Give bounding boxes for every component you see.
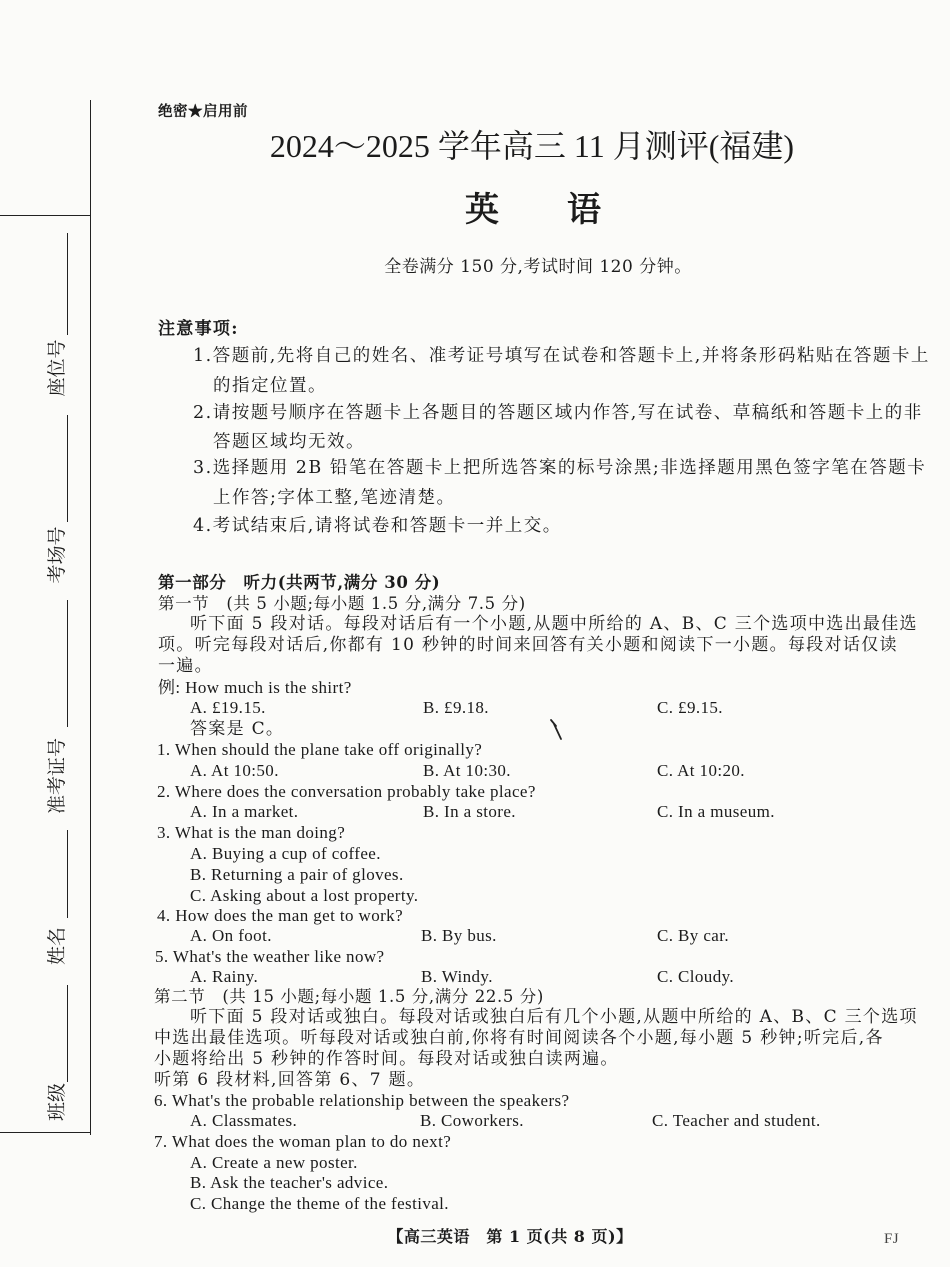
question-5: 5. What's the weather like now? <box>155 947 385 966</box>
notice-line: 答题区域均无效。 <box>213 432 365 452</box>
notice-line: 上作答;字体工整,笔迹清楚。 <box>213 488 456 508</box>
question-1-option-c: C. At 10:20. <box>657 761 745 780</box>
class-label: 班级 <box>46 1083 68 1122</box>
notice-line: 4.考试结束后,请将试卷和答题卡一并上交。 <box>193 516 562 536</box>
class-blank <box>67 985 68 1082</box>
section2-heading: 第二节 (共 15 小题;每小题 1.5 分,满分 22.5 分) <box>154 987 544 1006</box>
question-4-option-b: B. By bus. <box>421 926 497 945</box>
name-blank <box>67 830 68 918</box>
notice-line: 2.请按题号顺序在答题卡上各题目的答题区域内作答,写在试卷、草稿纸和答题卡上的非 <box>193 403 923 423</box>
exam-info: 全卷满分 150 分,考试时间 120 分钟。 <box>384 257 692 277</box>
pen-mark <box>548 718 564 742</box>
section2-instructions: 小题将给出 5 秒钟的作答时间。每段对话或独白读两遍。 <box>154 1049 619 1069</box>
question-6-option-a: A. Classmates. <box>190 1111 298 1130</box>
exam-room-label: 考场号 <box>46 526 68 584</box>
confidential-mark: 绝密★启用前 <box>158 103 248 120</box>
seat-number-label: 座位号 <box>46 339 68 397</box>
question-6: 6. What's the probable relationship between the speakers? <box>154 1091 570 1110</box>
page-footer: 【高三英语 第 1 页(共 8 页)】 <box>387 1227 633 1246</box>
question-4: 4. How does the man get to work? <box>157 906 404 925</box>
question-5-option-a: A. Rainy. <box>190 967 259 986</box>
question-6-option-c: C. Teacher and student. <box>652 1111 821 1130</box>
part-heading: 第一部分 听力(共两节,满分 30 分) <box>158 573 441 592</box>
question-7-option-a: A. Create a new poster. <box>190 1153 358 1172</box>
example-option-c: C. £9.15. <box>657 698 723 717</box>
question-1: 1. When should the plane take off originally? <box>157 740 483 759</box>
region-code: FJ <box>884 1231 899 1247</box>
question-2: 2. Where does the conversation probably take place? <box>157 782 536 801</box>
example-answer: 答案是 C。 <box>190 719 285 739</box>
notice-line: 3.选择题用 2B 铅笔在答题卡上把所选答案的标号涂黑;非选择题用黑色签字笔在答题卡 <box>193 458 927 478</box>
admission-number-blank <box>67 600 68 727</box>
section1-heading: 第一节 (共 5 小题;每小题 1.5 分,满分 7.5 分) <box>158 594 526 613</box>
question-4-option-a: A. On foot. <box>190 926 272 945</box>
question-2-option-b: B. In a store. <box>423 802 516 821</box>
question-3: 3. What is the man doing? <box>157 823 346 842</box>
example-option-b: B. £9.18. <box>423 698 489 717</box>
exam-title: 2024～2025 学年高三 11 月测评(福建) <box>269 128 795 164</box>
question-3-option-b: B. Returning a pair of gloves. <box>190 865 404 884</box>
question-7: 7. What does the woman plan to do next? <box>154 1132 452 1151</box>
example-question: 例: How much is the shirt? <box>158 678 352 697</box>
question-5-option-b: B. Windy. <box>421 967 493 986</box>
binding-margin-line <box>90 100 91 1135</box>
seat-number-blank <box>67 233 68 335</box>
material-note: 听第 6 段材料,回答第 6、7 题。 <box>154 1070 426 1090</box>
name-label: 姓名 <box>46 927 68 966</box>
section2-instructions: 中选出最佳选项。听每段对话或独白前,你将有时间阅读各个小题,每小题 5 秒钟;听完后,各 <box>154 1028 884 1048</box>
question-4-option-c: C. By car. <box>657 926 729 945</box>
example-option-a: A. £19.15. <box>190 698 266 717</box>
question-7-option-b: B. Ask the teacher's advice. <box>190 1173 389 1192</box>
section2-instructions: 听下面 5 段对话或独白。每段对话或独白后有几个小题,从题中所给的 A、B、C 三个选项 <box>190 1007 918 1027</box>
binding-top-rule <box>0 215 91 216</box>
subject-title: 英 语 <box>465 190 601 230</box>
question-7-option-c: C. Change the theme of the festival. <box>190 1194 449 1213</box>
notice-heading: 注意事项: <box>158 319 239 339</box>
question-2-option-a: A. In a market. <box>190 802 299 821</box>
section1-instructions: 项。听完每段对话后,你都有 10 秒钟的时间来回答有关小题和阅读下一小题。每段对话仅读 <box>158 635 898 655</box>
section1-instructions: 听下面 5 段对话。每段对话后有一个小题,从题中所给的 A、B、C 三个选项中选出最佳选 <box>190 614 918 634</box>
notice-line: 1.答题前,先将自己的姓名、准考证号填写在试卷和答题卡上,并将条形码粘贴在答题卡上 <box>193 346 930 366</box>
question-3-option-a: A. Buying a cup of coffee. <box>190 844 381 863</box>
admission-number-label: 准考证号 <box>46 738 68 815</box>
question-5-option-c: C. Cloudy. <box>657 967 735 986</box>
question-1-option-b: B. At 10:30. <box>423 761 511 780</box>
question-6-option-b: B. Coworkers. <box>420 1111 524 1130</box>
exam-room-blank <box>67 415 68 522</box>
question-2-option-c: C. In a museum. <box>657 802 775 821</box>
question-1-option-a: A. At 10:50. <box>190 761 279 780</box>
section1-instructions: 一遍。 <box>158 656 213 676</box>
notice-line: 的指定位置。 <box>213 376 327 396</box>
binding-bottom-rule <box>0 1132 91 1133</box>
question-3-option-c: C. Asking about a lost property. <box>190 886 419 905</box>
